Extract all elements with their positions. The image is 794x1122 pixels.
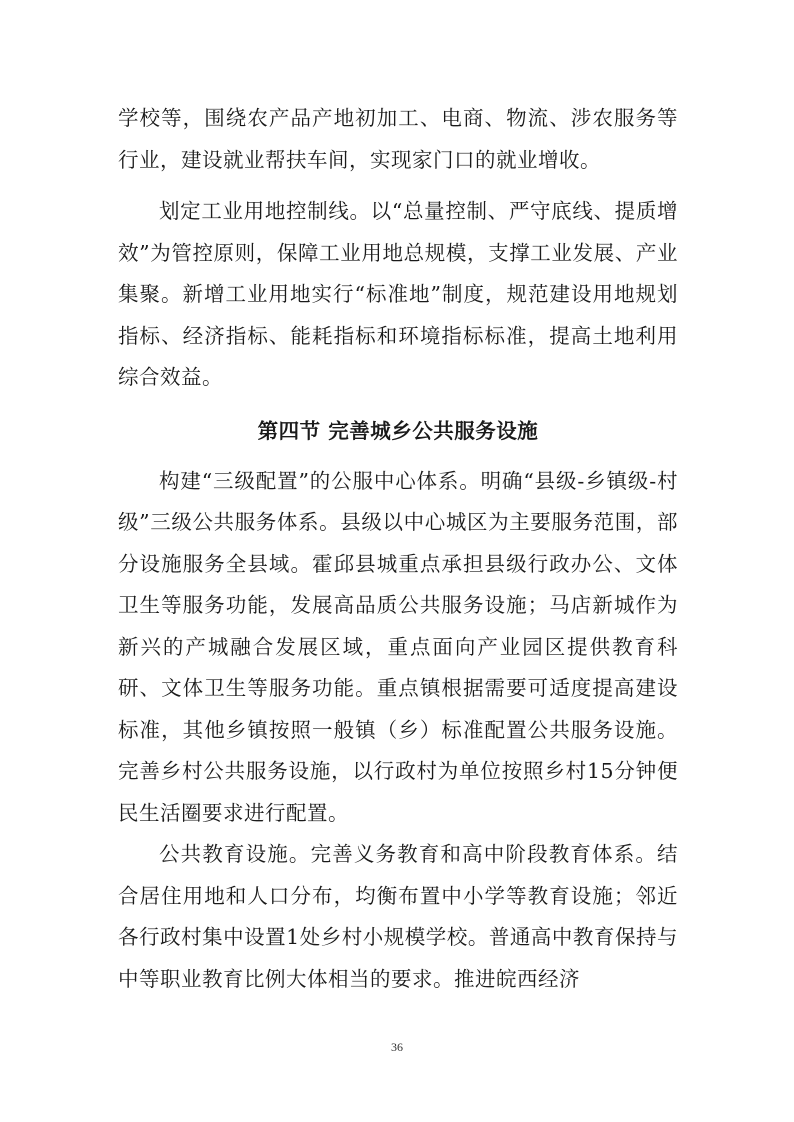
page-content <box>118 98 678 1000</box>
paragraph-continuation: 学校等，围绕农产品产地初加工、电商、物流、涉农服务等行业，建设就业帮扶车间，实现家门口的就业增收。 <box>118 106 678 172</box>
paragraph-public-education: 公共教育设施。完善义务教育和高中阶段教育体系。结合居住用地和人口分布，均衡布置中小学等教育设施；邻近各行政村集中设置1处乡村小规模学校。普通高中教育保持与中等职业教育比例大体相当的要求。推进皖西经济 <box>118 842 678 991</box>
section-heading: 第四节 完善城乡公共服务设施 <box>257 418 539 443</box>
paragraph-industrial-land: 划定工业用地控制线。以“总量控制、严守底线、提质增效”为管控原则，保障工业用地总规模，支撑工业发展、产业集聚。新增工业用地实行“标准地”制度，规范建设用地规划指标、经济指标、能耗指标和环境指标标准，提高土地利用综合效益。 <box>118 199 678 389</box>
page-number: 36 <box>391 1040 403 1054</box>
paragraph-three-level-service: 构建“三级配置”的公服中心体系。明确“县级-乡镇级-村级”三级公共服务体系。县级以中心城区为主要服务范围，部分设施服务全县域。霍邱县城重点承担县级行政办公、文体卫生等服务功能，发展高品质公共服务设施；马店新城作为新兴的产城融合发展区域，重点面向产业园区提供教育科研、文体卫生等服务功能。重点镇根据需要可适度提高建设标准，其他乡镇按照一般镇（乡）标准配置公共服务设施。完善乡村公共服务设施，以行政村为单位按照乡村15分钟便民生活圈要求进行配置。 <box>118 468 678 825</box>
